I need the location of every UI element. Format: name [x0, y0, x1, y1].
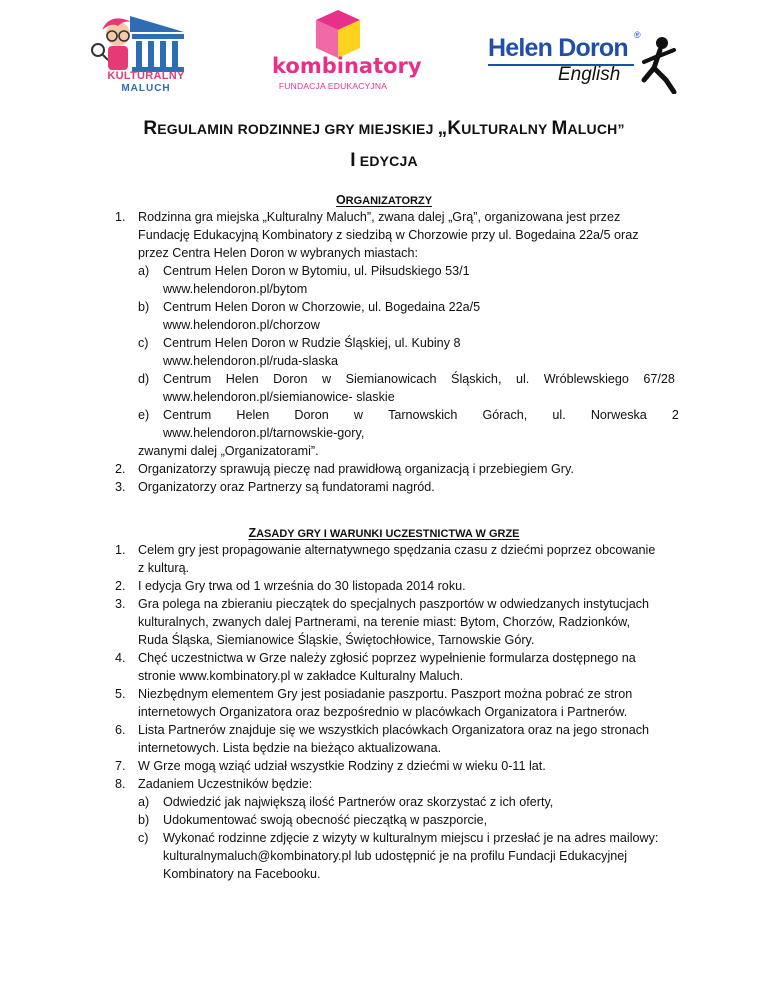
kombinatory-logo [272, 8, 422, 96]
paragraph-line: Lista Partnerów znajduje się we wszystkich placówkach Organizatora oraz na jego stronach [138, 723, 649, 737]
sub-letter: b) [138, 813, 150, 827]
sub-letter: c) [138, 336, 149, 350]
list-number: 1. [115, 210, 126, 224]
paragraph-line: Ruda Śląska, Siemianowice Śląskie, Świętochłowice, Tarnowskie Góry. [138, 633, 535, 647]
paragraph-line: I edycja Gry trwa od 1 września do 30 listopada 2014 roku. [138, 579, 466, 593]
kulturalny-logo-line1: KULTURALNY [107, 70, 185, 82]
paragraph-line: Celem gry jest propagowanie alternatywnego spędzania czasu z dziećmi poprzez obcowanie [138, 543, 656, 557]
sub-item-url: www.helendoron.pl/tarnowskie-gory, [163, 426, 365, 440]
sub-item-text: Wykonać rodzinne zdjęcie z wizyty w kulturalnym miejscu i przesłać je na adres mailowy: [163, 831, 659, 845]
kombinatory-logo-tagline: FUNDACJA EDUKACYJNA [278, 81, 388, 91]
paragraph-line: kulturalnych, zwanych dalej Partnerami, na terenie miast: Bytom, Chorzów, Radzionków, [138, 615, 631, 629]
helen-doron-logo [488, 30, 688, 94]
sub-letter: d) [138, 372, 150, 386]
sub-item-url: www.helendoron.pl/ruda-slaska [163, 354, 339, 368]
running-figure-icon [640, 36, 680, 94]
list-number: 6. [115, 723, 126, 737]
sub-letter: a) [138, 795, 150, 809]
sub-item-url: www.helendoron.pl/chorzow [163, 318, 320, 332]
list-number: 7. [115, 759, 126, 773]
paragraph-line: z kulturą. [138, 561, 190, 575]
document-edition: I EDYCJA [350, 150, 418, 171]
sub-item-text: Odwiedzić jak największą ilość Partnerów oraz skorzystać z ich oferty, [163, 795, 554, 809]
document-title: REGULAMIN RODZINNEJ GRY MIEJSKIEJ „KULTURALNY MALUCH” [143, 118, 625, 139]
section-organizers-heading: ORGANIZATORZY [335, 193, 433, 207]
paragraph-line: zwanymi dalej „Organizatorami”. [138, 444, 319, 458]
list-number: 5. [115, 687, 126, 701]
paragraph-line: Organizatorzy sprawują pieczę nad prawidłową organizacją i przebiegiem Gry. [138, 462, 574, 476]
paragraph-line: przez Centra Helen Doron w wybranych miastach: [138, 246, 418, 260]
sub-item-text-justified: Centrum Helen Doron w Tarnowskich Górach, ul. Norweska 2 [163, 408, 679, 422]
list-number: 8. [115, 777, 126, 791]
sub-item-text: Centrum Helen Doron w Rudzie Śląskiej, ul. Kubiny 8 [163, 336, 461, 350]
sub-letter: c) [138, 831, 149, 845]
sub-item-text: Kombinatory na Facebooku. [163, 867, 321, 881]
helen-doron-logo-name: Helen Doron [488, 34, 628, 62]
paragraph-line: Gra polega na zbieraniu pieczątek do specjalnych paszportów w odwiedzanych instytucjach [138, 597, 650, 611]
sub-letter: e) [138, 408, 150, 422]
list-number: 3. [115, 480, 126, 494]
helen-doron-logo-reg: ® [634, 30, 641, 40]
sub-item-text: Centrum Helen Doron w Chorzowie, ul. Bogedaina 22a/5 [163, 300, 481, 314]
list-number: 3. [115, 597, 126, 611]
sub-item-text-justified: Centrum Helen Doron w Siemianowicach Śląskich, ul. Wróblewskiego 67/28 [163, 372, 675, 386]
sub-item-url: www.helendoron.pl/bytom [163, 282, 308, 296]
sub-item-url: www.helendoron.pl/siemianowice- slaskie [163, 390, 395, 404]
list-number: 4. [115, 651, 126, 665]
list-number: 2. [115, 579, 126, 593]
sub-item-text: Centrum Helen Doron w Bytomiu, ul. Piłsudskiego 53/1 [163, 264, 470, 278]
paragraph-line: Chęć uczestnictwa w Grze należy zgłosić poprzez wypełnienie formularza dostępnego na [138, 651, 636, 665]
list-number: 1. [115, 543, 126, 557]
paragraph-line: Fundację Edukacyjną Kombinatory z siedzibą w Chorzowie przy ul. Bogedaina 22a/5 oraz [138, 228, 639, 242]
paragraph-line: Organizatorzy oraz Partnerzy są fundatorami nagród. [138, 480, 435, 494]
sub-item-text: Udokumentować swoją obecność pieczątką w paszporcie, [163, 813, 488, 827]
sub-letter: a) [138, 264, 150, 278]
paragraph-line: internetowych Organizatora oraz bezpośrednio w placówkach Organizatora i Partnerów. [138, 705, 628, 719]
paragraph-line: internetowych. Lista będzie na bieżąco aktualizowana. [138, 741, 442, 755]
paragraph-line: Zadaniem Uczestników będzie: [138, 777, 313, 791]
sub-item-text: kulturalnymaluch@kombinatory.pl lub udostępnić je na profilu Fundacji Edukacyjnej [163, 849, 628, 863]
kombinatory-logo-name: kombinatory [272, 54, 422, 78]
paragraph-line: W Grze mogą wziąć udział wszystkie Rodziny z dziećmi w wieku 0-11 lat. [138, 759, 546, 773]
section-rules-heading: ZASADY GRY I WARUNKI UCZESTNICTWA W GRZE [248, 526, 520, 540]
sub-letter: b) [138, 300, 150, 314]
kulturalny-logo-line2: MALUCH [121, 83, 171, 94]
list-number: 2. [115, 462, 126, 476]
paragraph-line: Niezbędnym elementem Gry jest posiadanie paszportu. Paszport można pobrać ze stron [138, 687, 633, 701]
paragraph-line: Rodzinna gra miejska „Kulturalny Maluch”, zwana dalej „Grą”, organizowana jest przez [138, 210, 621, 224]
kulturalny-maluch-logo [88, 10, 198, 98]
helen-doron-logo-sub: English [558, 64, 621, 85]
paragraph-line: stronie www.kombinatory.pl w zakładce Kulturalny Maluch. [138, 669, 464, 683]
